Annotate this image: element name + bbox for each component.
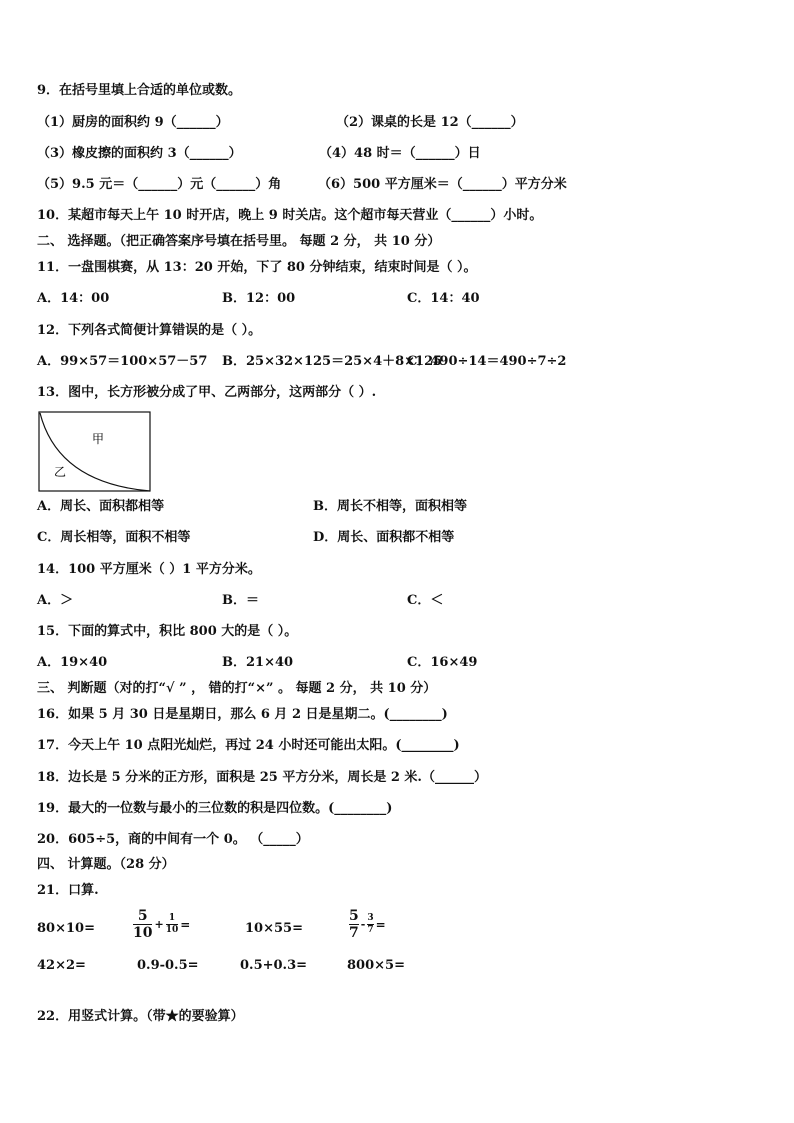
q11-option-b: B．12：00 <box>222 291 296 306</box>
section-4-heading: 四、 计算题。（28 分） <box>37 857 175 872</box>
q18-text: 18．边长是 5 分米的正方形，面积是 25 平方分米，周长是 2 米.（______） <box>37 770 487 785</box>
q9-part-3: （3）橡皮擦的面积约 3（______） <box>37 146 242 161</box>
q13-option-a: A．周长、面积都相等 <box>37 499 165 514</box>
q21-stem: 21．口算. <box>37 883 99 898</box>
mental-calc-4: $\frac{5}{7}$ - $\frac{3}{7}$ = <box>349 908 386 941</box>
mental-calc-5: 42×2= <box>37 958 86 973</box>
fraction-5-10: $\frac{5}{10}$ <box>133 908 153 941</box>
fraction-1-10: $\frac{1}{10}$ <box>165 913 179 935</box>
q9-part-2: （2）课桌的长是 12（______） <box>336 115 524 130</box>
q22-text: 22．用竖式计算。（带★的要验算） <box>37 1009 244 1024</box>
fraction-3-7: $\frac{3}{7}$ <box>367 913 374 935</box>
q12-option-c: C．490÷14＝490÷7÷2 <box>407 354 567 369</box>
q17-text: 17．今天上午 10 点阳光灿烂，再过 24 小时还可能出太阳。(________) <box>37 738 460 753</box>
rectangle-outline <box>39 412 150 491</box>
q15-option-c: C．16×49 <box>407 655 478 670</box>
mental-calc-3: 10×55= <box>245 921 303 936</box>
q13-option-b: B．周长不相等，面积相等 <box>313 499 467 514</box>
q15-option-a: A．19×40 <box>37 655 108 670</box>
mental-calc-7: 0.5+0.3= <box>240 958 308 973</box>
q9-part-6: （6）500 平方厘米＝（______）平方分米 <box>318 177 567 192</box>
q12-option-b: B．25×32×125＝25×4＋8×125 <box>222 354 443 369</box>
fraction-5-7: $\frac{5}{7}$ <box>349 908 359 941</box>
section-2-heading: 二、 选择题。（把正确答案序号填在括号里。 每题 2 分， 共 10 分） <box>37 234 441 249</box>
section-3-heading: 三、 判断题（对的打“√ ” ， 错的打“×” 。 每题 2 分， 共 10 分） <box>37 681 437 696</box>
q13-option-c: C．周长相等，面积不相等 <box>37 530 191 545</box>
q9-stem: 9．在括号里填上合适的单位或数。 <box>37 83 242 98</box>
q10-text: 10．某超市每天上午 10 时开店，晚上 9 时关店。这个超市每天营业（______）小时。 <box>37 208 543 223</box>
q12-option-a: A．99×57＝100×57－57 <box>37 354 208 369</box>
q14-option-b: B．＝ <box>222 593 259 608</box>
dividing-curve <box>40 413 150 491</box>
q15-option-b: B．21×40 <box>222 655 294 670</box>
q14-option-a: A．＞ <box>37 593 74 608</box>
q13-option-d: D．周长、面积都不相等 <box>313 530 455 545</box>
q11-stem: 11．一盘围棋赛，从 13：20 开始，下了 80 分钟结束，结束时间是（ ）。 <box>37 260 477 275</box>
q9-part-5: （5）9.5 元＝（______）元（______）角 <box>37 177 282 192</box>
mental-calc-6: 0.9-0.5= <box>137 958 199 973</box>
q9-part-1: （1）厨房的面积约 9（______） <box>37 115 229 130</box>
q19-text: 19．最大的一位数与最小的三位数的积是四位数。(________) <box>37 801 393 816</box>
mental-calc-1: 80×10= <box>37 921 95 936</box>
q13-stem: 13．图中，长方形被分成了甲、乙两部分，这两部分（ ）. <box>37 385 377 400</box>
label-yi: 乙 <box>54 465 67 479</box>
q15-stem: 15．下面的算式中，积比 800 大的是（ ）。 <box>37 624 298 639</box>
mental-calc-8: 800×5= <box>347 958 405 973</box>
q20-text: 20．605÷5，商的中间有一个 0。 （_____） <box>37 832 309 847</box>
q12-stem: 12．下列各式简便计算错误的是（ ）。 <box>37 323 262 338</box>
q14-stem: 14．100 平方厘米（ ）1 平方分米。 <box>37 562 261 577</box>
label-jia: 甲 <box>92 432 105 446</box>
q11-option-a: A．14：00 <box>37 291 110 306</box>
q9-part-4: （4）48 时＝（______）日 <box>319 146 481 161</box>
mental-calc-2: $\frac{5}{10}$ + $\frac{1}{10}$ = <box>133 908 191 941</box>
q14-option-c: C．＜ <box>407 593 444 608</box>
q13-rectangle-figure <box>38 411 152 493</box>
q16-text: 16．如果 5 月 30 日是星期日，那么 6 月 2 日是星期二。(________) <box>37 707 448 722</box>
q11-option-c: C．14：40 <box>407 291 480 306</box>
